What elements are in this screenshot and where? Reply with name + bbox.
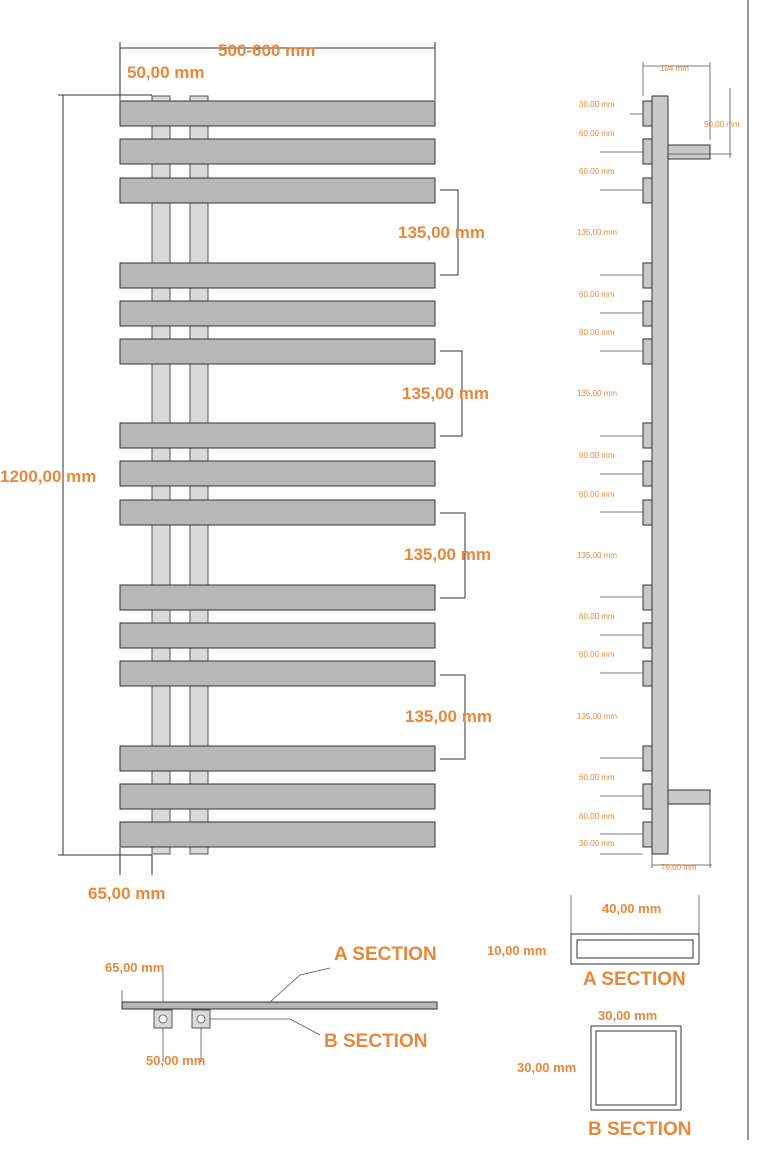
side-spacing-14: 60,00 mm	[579, 773, 615, 782]
front-view	[0, 41, 492, 903]
side-spacing-5: 60,00 mm	[579, 290, 615, 299]
side-spacing-2: 60,00 mm	[579, 129, 615, 138]
bar	[120, 423, 435, 448]
side-spacing-9: 60,00 mm	[579, 490, 615, 499]
side-spacing-11: 60,00 mm	[579, 612, 615, 621]
stub	[643, 339, 652, 364]
stub	[643, 178, 652, 203]
gap-label-1: 135,00 mm	[398, 223, 485, 242]
plan-offset-label: 65,00 mm	[105, 960, 165, 975]
section-b-width: 30,00 mm	[598, 1008, 658, 1023]
plan-view	[105, 944, 437, 1068]
side-spacing-16: 30,00 mm	[579, 839, 615, 848]
side-spacing-12: 60,00 mm	[579, 650, 615, 659]
stub	[643, 585, 652, 610]
gap-label-4: 135,00 mm	[405, 707, 492, 726]
section-b-detail	[517, 1008, 691, 1140]
bar	[120, 822, 435, 847]
side-spacing-13: 135,00 mm	[577, 712, 618, 721]
bar	[120, 263, 435, 288]
plan-post-spacing-label: 50,00 mm	[146, 1053, 206, 1068]
front-post-spacing-label: 50,00 mm	[127, 63, 205, 82]
front-height-label: 1200,00 mm	[0, 467, 97, 486]
bar	[120, 746, 435, 771]
section-a-inner	[577, 940, 693, 958]
stub	[643, 101, 652, 126]
plan-b-section-label: B SECTION	[324, 1031, 428, 1052]
side-spacing-3: 60,00 mm	[579, 167, 615, 176]
bar	[120, 178, 435, 203]
plan-bar	[122, 1002, 437, 1009]
bar	[120, 623, 435, 648]
front-bottom-offset-label: 65,00 mm	[88, 884, 166, 903]
side-bar-stubs	[643, 101, 652, 847]
bar	[120, 784, 435, 809]
front-width-label: 500-600 mm	[218, 41, 316, 60]
bar	[120, 101, 435, 126]
bar	[120, 139, 435, 164]
side-depth-top: 104 mm	[660, 64, 689, 73]
stub	[643, 784, 652, 809]
section-b-title: B SECTION	[588, 1119, 692, 1140]
side-spacing-10: 135,00 mm	[577, 551, 618, 560]
section-b-inner	[596, 1031, 676, 1105]
stub	[643, 822, 652, 847]
stub	[643, 500, 652, 525]
gap-label-3: 135,00 mm	[404, 545, 491, 564]
stub	[643, 661, 652, 686]
bar	[120, 461, 435, 486]
side-ticks	[600, 114, 643, 854]
bar	[120, 585, 435, 610]
side-offset-right: 90,00 mm	[704, 120, 740, 129]
section-a-title: A SECTION	[583, 969, 686, 990]
gap-label-2: 135,00 mm	[402, 384, 489, 403]
section-a-height: 10,00 mm	[487, 943, 547, 958]
stub	[643, 139, 652, 164]
side-spacing-15: 60,00 mm	[579, 812, 615, 821]
stub	[643, 461, 652, 486]
stub	[643, 301, 652, 326]
side-spacing-4: 135,00 mm	[577, 228, 618, 237]
section-b-height: 30,00 mm	[517, 1060, 577, 1075]
wall-bracket-top	[668, 145, 710, 159]
bar	[120, 301, 435, 326]
section-a-detail	[487, 895, 699, 990]
bar	[120, 339, 435, 364]
side-spacing-1: 30,00 mm	[579, 100, 615, 109]
side-column	[652, 96, 668, 854]
stub	[643, 746, 652, 771]
side-spacing-7: 135,00 mm	[577, 389, 618, 398]
stub	[643, 263, 652, 288]
wall-bracket-bottom	[668, 790, 710, 804]
side-spacing-6: 60,00 mm	[579, 328, 615, 337]
stub	[643, 623, 652, 648]
stub	[643, 423, 652, 448]
side-depth-bottom: 79,00 mm	[661, 863, 697, 872]
bar	[120, 661, 435, 686]
plan-a-section-label: A SECTION	[334, 944, 437, 965]
side-view	[577, 62, 740, 872]
section-a-width: 40,00 mm	[602, 901, 662, 916]
side-spacing-8: 60,00 mm	[579, 451, 615, 460]
bar	[120, 500, 435, 525]
